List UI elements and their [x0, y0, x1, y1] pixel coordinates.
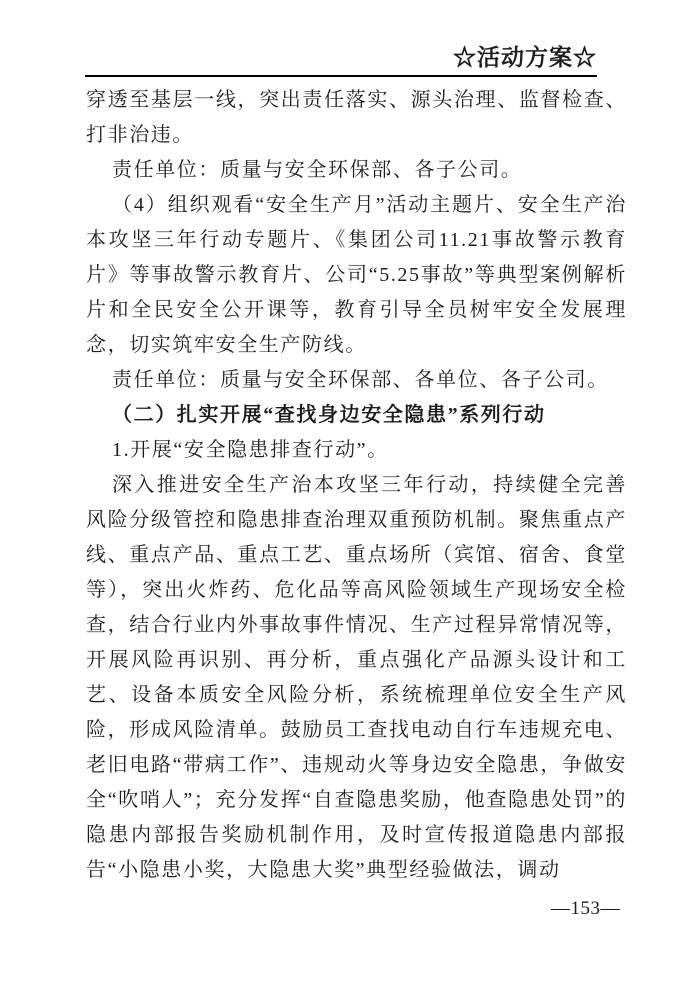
header-title: ☆活动方案☆ [453, 44, 597, 70]
section-heading-2: （二）扎实开展“查找身边安全隐患”系列行动 [112, 404, 546, 426]
paragraph-body-continued: 穿透至基层一线，突出责任落实、源头治理、监督检查、打非治违。 [86, 89, 627, 146]
document-body [86, 83, 627, 888]
paragraph-responsible-unit-1: 责任单位：质量与安全环保部、各子公司。 [112, 159, 523, 181]
page-number: —153— [551, 898, 620, 919]
paragraph-responsible-unit-2: 责任单位：质量与安全环保部、各单位、各子公司。 [112, 369, 609, 391]
paragraph-hidden-danger-action: 深入推进安全生产治本攻坚三年行动，持续健全完善风险分级管控和隐患排查治理双重预防机制。聚焦重点产线、重点产品、重点工艺、重点场所（宾馆、宿舍、食堂等），突出火炸药、危化品等高风险领域生产现场安全检查，结合行业内外事故事件情况、生产过程异常情况等，开展风险再识别、再分析，重点强化产品源头设计和工艺、设备本质安全风险分析，系统梳理单位安全生产风险，形成风险清单。鼓励员工查找电动自行车违规充电、老旧电路“带病工作”、违规动火等身边安全隐患，争做安全“吹哨人”；充分发挥“自查隐患奖励，他查隐患处罚”的隐患内部报告奖励机制作用，及时宣传报道隐患内部报告“小隐患小奖，大隐患大奖”典型经验做法，调动 [86, 474, 627, 881]
paragraph-list-item-4: （4）组织观看“安全生产月”活动主题片、安全生产治本攻坚三年行动专题片、《集团公司11.21事故警示教育片》等事故警示教育片、公司“5.25事故”等典型案例解析片和全民安全公开课等，教育引导全员树牢安全发展理念，切实筑牢安全生产防线。 [86, 194, 627, 356]
page-header [85, 42, 597, 77]
subsection-heading-1: 1.开展“安全隐患排查行动”。 [112, 439, 389, 461]
